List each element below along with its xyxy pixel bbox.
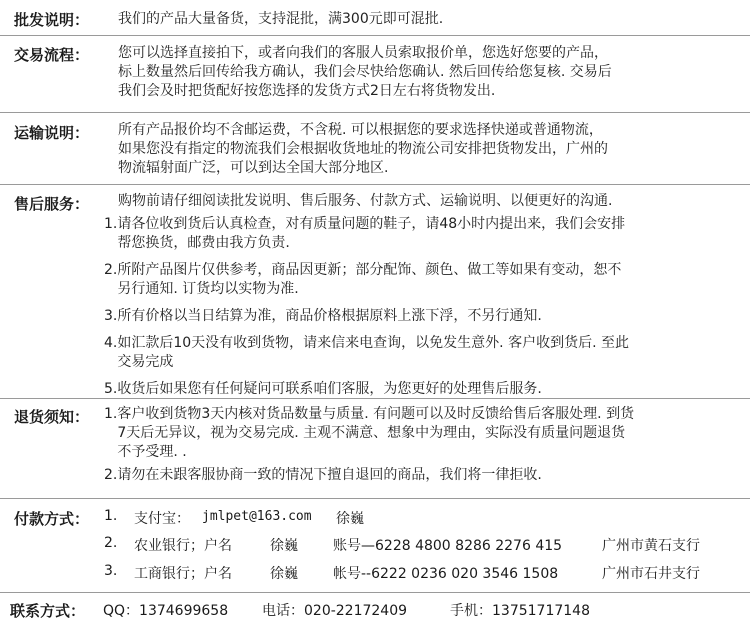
process-line: 标上数量然后回传给我方确认，我们会尽快给您确认. 然后回传给您复核. 交易后 [118,64,612,80]
item-line: 所附产品图片仅供参考，商品因更新；部分配饰、颜色、做工等如果有变动，恕不 [117,262,622,278]
aftersales-intro-line: 购物前请仔细阅读批发说明、售后服务、付款方式、运输说明、以便更好的沟通. [118,193,613,209]
aftersales-label: 售后服务： [14,195,90,213]
item-line: 收货后如果您有任何疑问可联系咱们客服，为您更好的处理售后服务. [117,381,542,397]
payment-bank: 支付宝： [134,511,190,527]
payment-number: 2. [104,535,118,551]
payment-row [0,535,750,555]
process-text [118,44,612,101]
divider [0,398,750,399]
wholesale-line: 我们的产品大量备货，支持混批，满300元即可混批. [118,11,444,27]
contact-phone: 电话：020-22172409 [262,603,408,619]
item-line: 另行通知. 订货均以实物为准. [117,281,299,297]
account-holder: 徐巍 [270,566,298,582]
item-line: 帮您换货，邮费由我方负责. [117,235,290,251]
shipping-label: 运输说明： [14,124,90,142]
item-line: 交易完成 [117,354,174,370]
process-label: 交易流程： [14,46,90,64]
item-number: 5. [104,381,118,397]
item-line: 请勿在未跟客服协商一致的情况下擅自退回的商品，我们将一律拒收. [117,467,542,483]
item-number: 2. [104,467,118,483]
bank-branch: 广州市黄石支行 [602,538,700,554]
item-number: 4. [104,335,118,351]
payment-number: 3. [104,563,118,579]
aftersales-list [104,215,629,399]
bank-branch: 广州市石井支行 [602,566,700,582]
divider [0,498,750,499]
payment-number: 1. [104,508,118,524]
item-line: 客户收到货物3天内核对货品数量与质量. 有问题可以及时反馈给售后客服处理. 到货 [117,406,635,422]
list-item [104,334,629,372]
list-item [104,466,634,485]
item-line: 所有价格以当日结算为准，商品价格根据原料上涨下浮，不另行通知. [117,308,542,324]
account-number: 帐号--6222 0236 020 3546 1508 [333,566,559,582]
process-line: 我们会及时把货配好按您选择的发货方式2日左右将货物发出. [118,83,496,99]
account-holder: 徐巍 [336,511,364,527]
contact-qq: QQ：1374699658 [103,603,229,619]
contact-mobile: 手机：13751717148 [450,603,590,619]
item-line: 7天后无异议，视为交易完成. 主观不满意、想象中为理由，实际没有质量问题退货 [117,425,626,441]
list-item [104,261,629,299]
divider [0,35,750,36]
list-item [104,405,634,462]
list-item [104,380,629,399]
divider [0,112,750,113]
contact-section [0,598,750,622]
shipping-line: 所有产品报价均不含邮运费，不含税. 可以根据您的要求选择快递或普通物流， [118,122,603,138]
wholesale-label: 批发说明： [14,11,90,29]
shipping-line: 如果您没有指定的物流我们会根据收货地址的物流公司安排把货物发出，广州的 [118,141,608,157]
process-line: 您可以选择直接拍下，或者向我们的客服人员索取报价单，您选好您要的产品， [118,45,608,61]
divider [0,184,750,185]
contact-label: 联系方式： [10,602,86,620]
item-line: 请各位收到货后认真检查，对有质量问题的鞋子，请48小时内提出来，我们会安排 [117,216,626,232]
item-line: 如汇款后10天没有收到货物，请来信来电查询，以免发生意外. 客户收到货后. 至此 [117,335,629,351]
returns-list [104,405,634,485]
alipay-account: jmlpet@163.com [202,509,312,524]
item-number: 1. [104,216,118,232]
payment-bank: 工商银行；户名 [134,566,232,582]
account-holder: 徐巍 [270,538,298,554]
item-line: 不予受理. . [117,444,187,460]
account-number: 账号—6228 4800 8286 2276 415 [333,538,563,554]
item-number: 1. [104,406,118,422]
list-item [104,307,629,326]
item-number: 2. [104,262,118,278]
shipping-text [118,121,608,178]
payment-label: 付款方式： [14,510,90,528]
shipping-line: 物流辐射面广泛，可以到达全国大部分地区. [118,160,389,176]
payment-bank: 农业银行；户名 [134,538,232,554]
wholesale-text [118,10,443,29]
list-item [104,215,629,253]
item-number: 3. [104,308,118,324]
aftersales-intro [118,192,612,211]
payment-row [0,508,750,528]
divider [0,592,750,593]
payment-row [0,563,750,583]
returns-label: 退货须知： [14,408,90,426]
